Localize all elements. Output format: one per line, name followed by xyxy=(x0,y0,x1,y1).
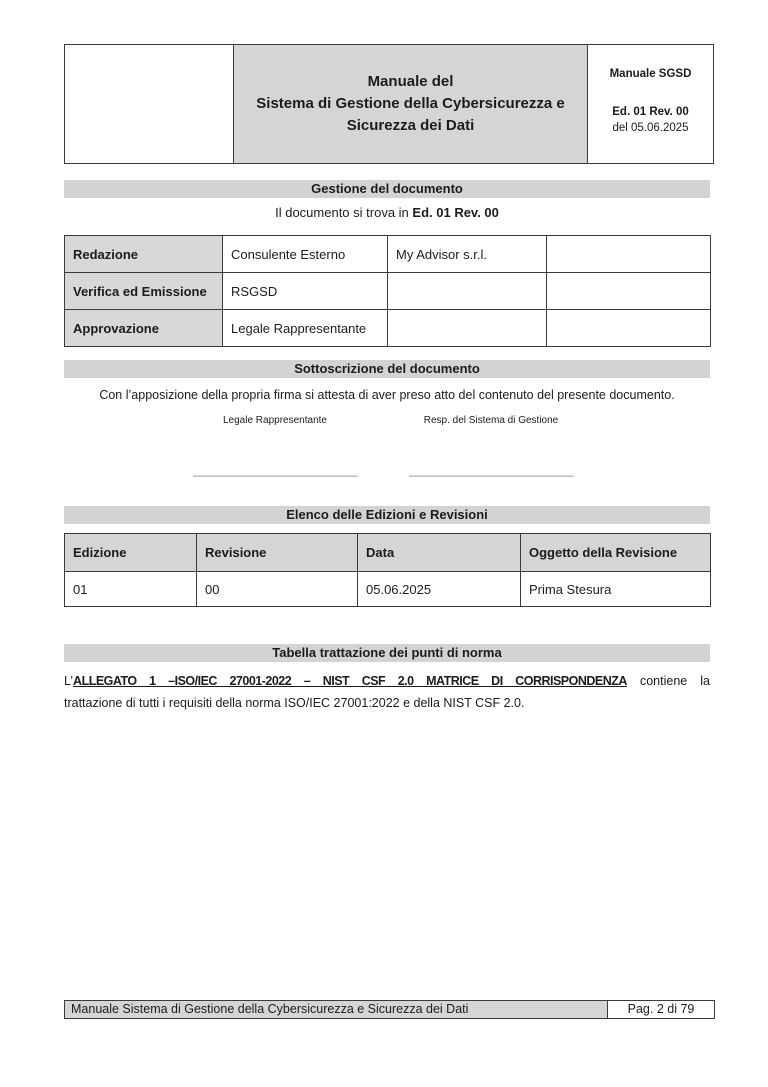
status-prefix: Il documento si trova in xyxy=(275,205,413,220)
signer-label-resp-sistema-gestione: Resp. del Sistema di Gestione xyxy=(423,415,559,426)
cell-data: 05.06.2025 xyxy=(358,572,521,607)
role-empty-cell xyxy=(547,310,711,347)
role-label-cell: Redazione xyxy=(65,236,223,273)
column-header-data: Data xyxy=(358,534,521,572)
role-empty-cell xyxy=(547,273,711,310)
norma-paragraph-line-2: trattazione di tutti i requisiti della norma ISO/IEC 27001:2022 e della NIST CSF 2.0. xyxy=(64,696,525,710)
role-value-cell: RSGSD xyxy=(223,273,388,310)
document-date: del 05.06.2025 xyxy=(612,122,689,134)
status-edition-value: Ed. 01 Rev. 00 xyxy=(412,205,499,220)
signer-labels-row xyxy=(64,414,710,427)
document-status-line xyxy=(64,204,710,221)
revisions-table xyxy=(64,533,711,607)
signer-label-legale-rappresentante: Legale Rappresentante xyxy=(223,415,327,426)
table-header-row xyxy=(65,534,711,572)
allegato-reference: ALLEGATO 1 –ISO/IEC 27001-2022 – NIST CSF 2.0 MATRICE DI CORRISPONDENZA xyxy=(73,674,627,688)
role-label-cell: Verifica ed Emissione xyxy=(65,273,223,310)
document-meta-cell xyxy=(588,45,714,164)
document-title-line-3: Sicurezza dei Dati xyxy=(346,117,475,134)
norma-lead: L’ xyxy=(64,674,74,688)
document-header-table xyxy=(64,44,714,164)
page-content xyxy=(64,44,713,714)
role-empty-cell xyxy=(547,236,711,273)
cell-edizione: 01 xyxy=(65,572,197,607)
table-row xyxy=(65,236,711,273)
logo-placeholder-cell xyxy=(65,45,234,164)
role-value-cell: My Advisor s.r.l. xyxy=(388,236,547,273)
role-value-cell: Legale Rappresentante xyxy=(223,310,388,347)
roles-table xyxy=(64,235,711,347)
signature-line-left: _________________________ xyxy=(193,463,357,477)
section-banner-punti-norma: Tabella trattazione dei punti di norma xyxy=(64,644,710,662)
role-empty-cell xyxy=(388,310,547,347)
norma-tail: contiene la xyxy=(626,674,710,688)
role-label-cell: Approvazione xyxy=(65,310,223,347)
page-number: Pag. 2 di 79 xyxy=(608,1001,714,1018)
norma-paragraph xyxy=(64,670,710,714)
column-header-oggetto: Oggetto della Revisione xyxy=(521,534,711,572)
signature-note: Con l’apposizione della propria firma si attesta di aver preso atto del contenuto del presente documento. xyxy=(99,388,675,402)
document-title-line-2: Sistema di Gestione della Cybersicurezza e xyxy=(256,95,565,112)
column-header-revisione: Revisione xyxy=(197,534,358,572)
section-banner-sottoscrizione: Sottoscrizione del documento xyxy=(64,360,710,378)
signature-line-right: _________________________ xyxy=(409,463,573,477)
section-banner-gestione: Gestione del documento xyxy=(64,180,710,198)
role-empty-cell xyxy=(388,273,547,310)
document-code: Manuale SGSD xyxy=(609,68,692,80)
table-row xyxy=(65,572,711,607)
norma-paragraph-line-1 xyxy=(64,670,710,692)
document-title xyxy=(234,45,588,164)
footer-document-title: Manuale Sistema di Gestione della Cybersicurezza e Sicurezza dei Dati xyxy=(65,1001,608,1018)
table-row xyxy=(65,273,711,310)
document-edition: Ed. 01 Rev. 00 xyxy=(612,106,689,118)
section-banner-elenco-revisioni: Elenco delle Edizioni e Revisioni xyxy=(64,506,710,524)
document-title-line-1: Manuale del xyxy=(367,73,454,90)
role-value-cell: Consulente Esterno xyxy=(223,236,388,273)
table-row xyxy=(65,310,711,347)
signature-lines-row xyxy=(64,461,710,479)
column-header-edizione: Edizione xyxy=(65,534,197,572)
cell-oggetto: Prima Stesura xyxy=(521,572,711,607)
page-footer xyxy=(64,1000,715,1019)
cell-revisione: 00 xyxy=(197,572,358,607)
